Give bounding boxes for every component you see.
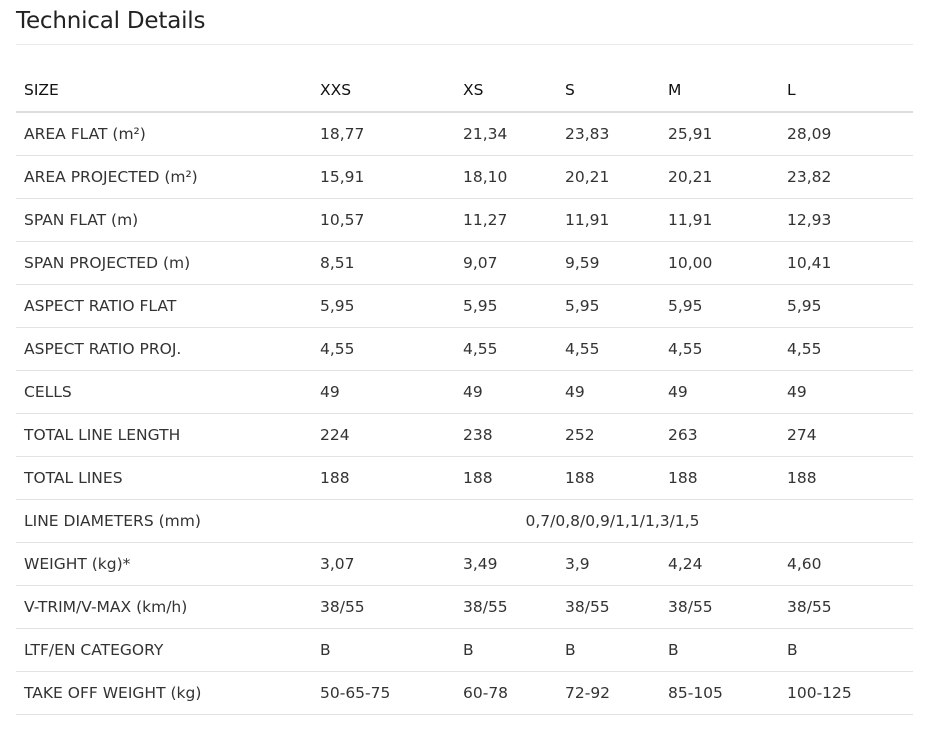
value-cell: 188 <box>779 457 913 500</box>
value-cell: 188 <box>455 457 557 500</box>
value-cell: 50-65-75 <box>312 672 455 715</box>
table-row <box>16 112 913 156</box>
value-cell: 3,07 <box>312 543 455 586</box>
value-cell: 28,09 <box>779 112 913 156</box>
value-cell: 38/55 <box>312 586 455 629</box>
value-cell: 15,91 <box>312 156 455 199</box>
value-cell: 5,95 <box>312 285 455 328</box>
value-cell: 72-92 <box>557 672 660 715</box>
value-cell: 20,21 <box>557 156 660 199</box>
value-cell: 25,91 <box>660 112 779 156</box>
value-cell: 238 <box>455 414 557 457</box>
value-cell: 3,49 <box>455 543 557 586</box>
header-row <box>16 69 913 112</box>
value-cell: 274 <box>779 414 913 457</box>
value-cell: 18,77 <box>312 112 455 156</box>
table-row <box>16 586 913 629</box>
value-cell: 10,57 <box>312 199 455 242</box>
row-label: CELLS <box>16 371 312 414</box>
value-cell: 18,10 <box>455 156 557 199</box>
table-row <box>16 328 913 371</box>
value-cell: 8,51 <box>312 242 455 285</box>
value-cell: 4,55 <box>455 328 557 371</box>
column-header-size: SIZE <box>16 69 312 112</box>
value-cell: 4,55 <box>779 328 913 371</box>
value-cell: 4,55 <box>557 328 660 371</box>
value-cell: 252 <box>557 414 660 457</box>
row-label: SPAN PROJECTED (m) <box>16 242 312 285</box>
technical-details-table <box>16 69 913 715</box>
value-cell: 188 <box>660 457 779 500</box>
table-row <box>16 672 913 715</box>
row-label: WEIGHT (kg)* <box>16 543 312 586</box>
value-cell: 224 <box>312 414 455 457</box>
value-cell: 10,00 <box>660 242 779 285</box>
column-header-xs: XS <box>455 69 557 112</box>
value-cell: 60-78 <box>455 672 557 715</box>
value-cell: 11,91 <box>557 199 660 242</box>
value-cell: 10,41 <box>779 242 913 285</box>
value-cell: 85-105 <box>660 672 779 715</box>
value-cell: B <box>779 629 913 672</box>
value-cell: 21,34 <box>455 112 557 156</box>
value-cell: 188 <box>557 457 660 500</box>
value-cell: 20,21 <box>660 156 779 199</box>
column-header-xxs: XXS <box>312 69 455 112</box>
table-row <box>16 199 913 242</box>
value-cell: B <box>557 629 660 672</box>
row-label: ASPECT RATIO FLAT <box>16 285 312 328</box>
value-cell: 49 <box>557 371 660 414</box>
row-label: ASPECT RATIO PROJ. <box>16 328 312 371</box>
value-cell: 4,55 <box>312 328 455 371</box>
title-divider <box>16 44 913 45</box>
value-cell: 49 <box>779 371 913 414</box>
table-row <box>16 500 913 543</box>
table-row <box>16 156 913 199</box>
row-label: TOTAL LINES <box>16 457 312 500</box>
table-body <box>16 112 913 715</box>
value-cell: 38/55 <box>455 586 557 629</box>
value-cell: B <box>312 629 455 672</box>
row-label: LINE DIAMETERS (mm) <box>16 500 312 543</box>
row-label: TOTAL LINE LENGTH <box>16 414 312 457</box>
value-cell: 38/55 <box>660 586 779 629</box>
page-title: Technical Details <box>16 8 206 34</box>
row-label: TAKE OFF WEIGHT (kg) <box>16 672 312 715</box>
column-header-s: S <box>557 69 660 112</box>
value-cell: 9,07 <box>455 242 557 285</box>
value-cell: 11,91 <box>660 199 779 242</box>
value-cell: 49 <box>455 371 557 414</box>
value-cell: 49 <box>312 371 455 414</box>
value-cell: 4,24 <box>660 543 779 586</box>
table-row <box>16 629 913 672</box>
value-cell: 5,95 <box>779 285 913 328</box>
row-label: SPAN FLAT (m) <box>16 199 312 242</box>
value-cell: 5,95 <box>557 285 660 328</box>
value-cell: 38/55 <box>779 586 913 629</box>
row-label: V-TRIM/V-MAX (km/h) <box>16 586 312 629</box>
value-cell: 188 <box>312 457 455 500</box>
row-label: AREA PROJECTED (m²) <box>16 156 312 199</box>
value-cell: 23,83 <box>557 112 660 156</box>
value-cell: 5,95 <box>660 285 779 328</box>
value-cell: 9,59 <box>557 242 660 285</box>
value-cell: B <box>660 629 779 672</box>
value-cell: 4,55 <box>660 328 779 371</box>
column-header-l: L <box>779 69 913 112</box>
column-header-m: M <box>660 69 779 112</box>
value-cell: B <box>455 629 557 672</box>
value-cell: 12,93 <box>779 199 913 242</box>
value-cell: 3,9 <box>557 543 660 586</box>
merged-value-cell: 0,7/0,8/0,9/1,1/1,3/1,5 <box>312 500 913 543</box>
value-cell: 5,95 <box>455 285 557 328</box>
table-row <box>16 242 913 285</box>
value-cell: 263 <box>660 414 779 457</box>
table-row <box>16 543 913 586</box>
row-label: LTF/EN CATEGORY <box>16 629 312 672</box>
value-cell: 23,82 <box>779 156 913 199</box>
value-cell: 4,60 <box>779 543 913 586</box>
row-label: AREA FLAT (m²) <box>16 112 312 156</box>
table-row <box>16 457 913 500</box>
value-cell: 38/55 <box>557 586 660 629</box>
value-cell: 11,27 <box>455 199 557 242</box>
table-row <box>16 371 913 414</box>
value-cell: 49 <box>660 371 779 414</box>
table-row <box>16 414 913 457</box>
value-cell: 100-125 <box>779 672 913 715</box>
table-row <box>16 285 913 328</box>
